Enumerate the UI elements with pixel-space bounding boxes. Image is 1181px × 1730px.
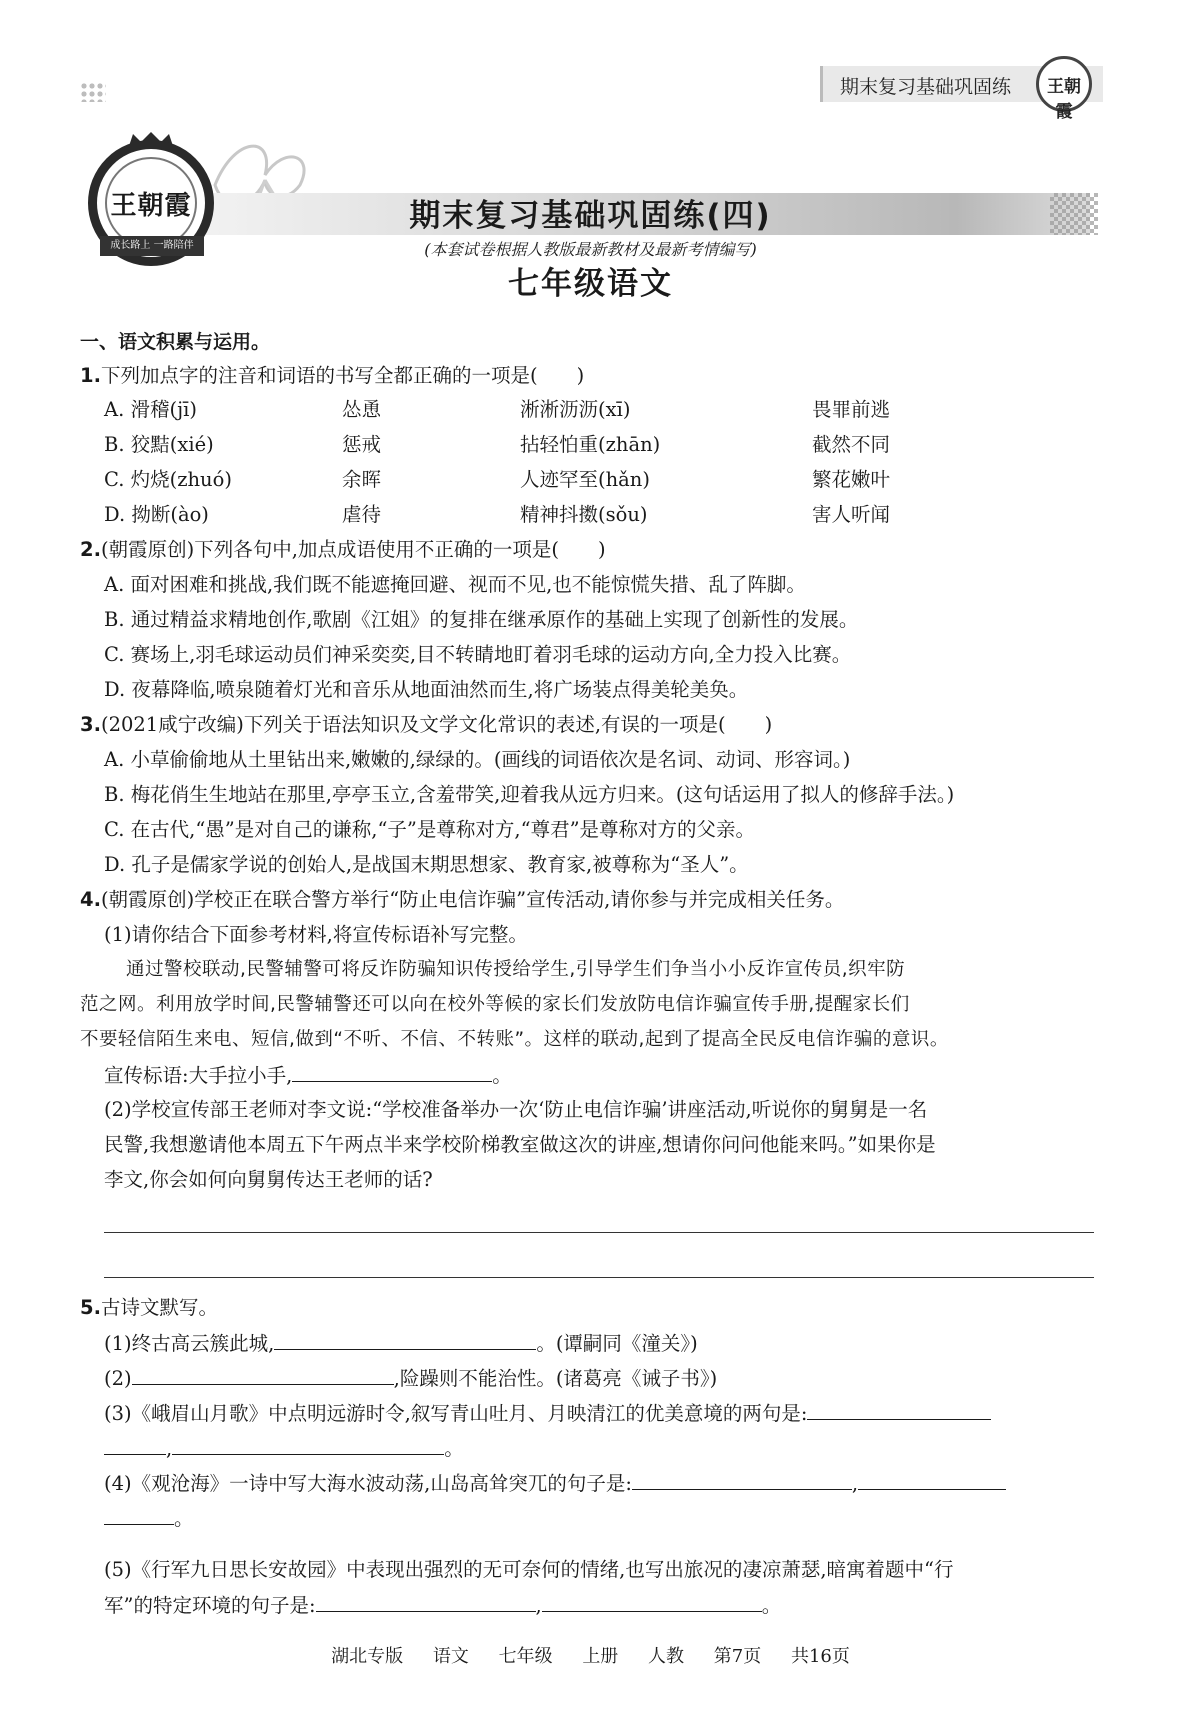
page-subtitle: (本套试卷根据人教版最新教材及最新考情编写) xyxy=(424,240,757,259)
q4-material-line-2: 范之网。利用放学时间,民警辅警还可以向在校外等候的家长们发放防电信诈骗宣传手册,提醒家长们 xyxy=(80,994,910,1015)
q4-part-2-line-2: 民警,我想邀请他本周五下午两点半来学校阶梯教室做这次的讲座,想请你问问他能来吗。”如果你是 xyxy=(104,1133,936,1156)
q1-option-c-word4: 繁花嫩叶 xyxy=(812,468,891,491)
q5-item-5: (5)《行军九日思长安故园》中表现出强烈的无可奈何的情绪,也写出旅况的凄凉萧瑟,暗寓着题中“行 xyxy=(104,1558,954,1581)
q1-option-d-word2: 虐待 xyxy=(342,503,382,526)
footer-volume: 上册 xyxy=(582,1646,619,1667)
q2-option-b: B. 通过精益求精地创作,歌剧《江姐》的复排在继承原作的基础上实现了创新性的发展。 xyxy=(104,608,859,631)
q1-option-b: B. 狡黠(xié) xyxy=(104,433,214,456)
question-number: 4. xyxy=(80,888,101,911)
q3-option-c: C. 在古代,“愚”是对自己的谦称,“子”是尊称对方,“尊君”是尊称对方的父亲。 xyxy=(104,818,756,841)
q2-option-d: D. 夜幕降临,喷泉随着灯光和音乐从地面油然而生,将广场装点得美轮美奂。 xyxy=(104,678,749,701)
q5-item-4-blank-c[interactable] xyxy=(104,1504,174,1525)
question-stem: (朝霞原创)下列各句中,加点成语使用不正确的一项是( ) xyxy=(100,538,606,561)
brand-logo-text: 王朝霞 xyxy=(110,191,192,221)
q5-item-3-text: (3)《峨眉山月歌》中点明远游时令,叙写青山吐月、月映清江的优美意境的两句是: xyxy=(104,1402,808,1425)
q5-item-3-cont xyxy=(104,1434,464,1463)
q1-option-b-word2: 惩戒 xyxy=(342,433,382,456)
q5-item-1 xyxy=(104,1329,698,1358)
q5-item-1-blank[interactable] xyxy=(274,1329,536,1350)
q1-option-c-word2: 余晖 xyxy=(342,468,382,491)
q3-option-a: A. 小草偷偷地从土里钻出来,嫩嫩的,绿绿的。(画线的词语依次是名词、动词、形容词。) xyxy=(104,748,851,771)
slogan-end: 。 xyxy=(492,1064,512,1087)
q1-option-c-word3: 人迹罕至(hǎn) xyxy=(520,468,650,491)
q5-item-1-text: (1)终古高云簇此城, xyxy=(104,1332,275,1355)
q1-option-b-word3: 拈轻怕重(zhān) xyxy=(520,433,661,456)
question-2 xyxy=(80,536,606,564)
q3-option-b: B. 梅花俏生生地站在那里,亭亭玉立,含羞带笑,迎着我从远方归来。(这句话运用了拟人的修辞手法。) xyxy=(104,783,955,806)
period: 。 xyxy=(761,1594,782,1617)
q5-item-4-text: (4)《观沧海》一诗中写大海水波动荡,山岛高耸突兀的句子是: xyxy=(104,1472,632,1495)
q5-item-1-source: 。(谭嗣同《潼关》) xyxy=(536,1332,698,1355)
question-stem: 古诗文默写。 xyxy=(100,1296,218,1319)
header-seal-logo xyxy=(1036,56,1092,122)
q5-item-5-text: 军”的特定环境的句子是: xyxy=(104,1594,316,1617)
q5-item-3 xyxy=(104,1399,991,1428)
q5-item-3-blank-c[interactable] xyxy=(172,1434,444,1455)
q1-option-d-word3: 精神抖擞(sǒu) xyxy=(520,503,648,526)
brand-logo-ribbon: 成长路上 一路陪伴 xyxy=(100,236,204,256)
footer-edition: 湖北专版 xyxy=(331,1646,404,1667)
q4-part-2-line-1: (2)学校宣传部王老师对李文说:“学校准备举办一次‘防止电信诈骗’讲座活动,听说你的舅舅是一名 xyxy=(104,1098,928,1121)
q5-item-4-blank-b[interactable] xyxy=(858,1469,1006,1490)
comma: , xyxy=(851,1472,859,1495)
q5-item-5-cont xyxy=(104,1591,781,1620)
comma: , xyxy=(535,1594,542,1617)
question-3 xyxy=(80,711,772,739)
decorative-dots xyxy=(80,82,106,102)
q1-option-a-word4: 畏罪前逃 xyxy=(812,398,891,421)
q5-item-2 xyxy=(104,1364,717,1393)
q1-option-a-word3: 淅淅沥沥(xī) xyxy=(520,398,631,421)
q1-option-d: D. 拗断(ào) xyxy=(104,503,209,526)
q4-part-2-line-3: 李文,你会如何向舅舅传达王老师的话? xyxy=(104,1168,433,1191)
footer-subject: 语文 xyxy=(432,1646,469,1667)
question-stem: (朝霞原创)学校正在联合警方举行“防止电信诈骗”宣传活动,请你参与并完成相关任务。 xyxy=(100,888,845,911)
question-stem: (2021咸宁改编)下列关于语法知识及文学文化常识的表述,有误的一项是( ) xyxy=(100,713,773,736)
footer-grade: 七年级 xyxy=(498,1646,553,1667)
q1-option-d-word4: 害人听闻 xyxy=(812,503,891,526)
footer-publisher: 人教 xyxy=(648,1646,685,1667)
q5-item-2-text: ,险躁则不能治性。(诸葛亮《诫子书》) xyxy=(393,1367,718,1390)
grade-title: 七年级语文 xyxy=(508,266,673,302)
q4-material-line-3: 不要轻信陌生来电、短信,做到“不听、不信、不转账”。这样的联动,起到了提高全民反电信诈骗的意识。 xyxy=(80,1029,949,1050)
q5-item-4 xyxy=(104,1469,1006,1498)
q5-item-5-blank-b[interactable] xyxy=(542,1591,762,1612)
question-5 xyxy=(80,1294,218,1322)
q5-item-2-num: (2) xyxy=(104,1367,132,1390)
q2-option-c: C. 赛场上,羽毛球运动员们神采奕奕,目不转睛地盯着羽毛球的运动方向,全力投入比赛。 xyxy=(104,643,852,666)
q2-option-a: A. 面对困难和挑战,我们既不能遮掩回避、视而不见,也不能惊慌失措、乱了阵脚。 xyxy=(104,573,806,596)
section-heading: 一、语文积累与运用。 xyxy=(80,331,271,353)
question-1 xyxy=(80,362,584,390)
question-number: 5. xyxy=(80,1296,101,1319)
slogan-blank[interactable] xyxy=(292,1061,492,1082)
slogan-prefix: 宣传标语:大手拉小手, xyxy=(104,1064,293,1087)
q4-part-1: (1)请你结合下面参考材料,将宣传标语补写完整。 xyxy=(104,923,528,946)
footer-page-number: 第7页 xyxy=(713,1646,762,1667)
comma: , xyxy=(166,1437,173,1460)
q1-option-a-word2: 怂恿 xyxy=(342,398,382,421)
header-series-label: 期末复习基础巩固练 xyxy=(840,76,1012,98)
question-number: 2. xyxy=(80,538,101,561)
question-4 xyxy=(80,886,844,914)
q3-option-d: D. 孔子是儒家学说的创始人,是战国末期思想家、教育家,被尊称为“圣人”。 xyxy=(104,853,749,876)
question-number: 1. xyxy=(80,364,101,387)
q5-item-4-blank-a[interactable] xyxy=(632,1469,852,1490)
q5-item-5-blank-a[interactable] xyxy=(316,1591,536,1612)
period: 。 xyxy=(444,1437,464,1460)
q1-option-b-word4: 截然不同 xyxy=(812,433,891,456)
q5-item-2-blank[interactable] xyxy=(132,1364,394,1385)
footer-total-pages: 共16页 xyxy=(790,1646,850,1667)
q4-slogan xyxy=(104,1061,512,1090)
answer-line-1[interactable] xyxy=(104,1232,1094,1233)
page-footer xyxy=(0,1642,1181,1668)
q1-option-a: A. 滑稽(jī) xyxy=(104,398,197,421)
question-number: 3. xyxy=(80,713,101,736)
page-title: 期末复习基础巩固练(四) xyxy=(409,198,772,234)
q4-material-line-1: 通过警校联动,民警辅警可将反诈防骗知识传授给学生,引导学生们争当小小反诈宣传员,织牢防 xyxy=(126,959,906,980)
question-stem: 下列加点字的注音和词语的书写全都正确的一项是( ) xyxy=(100,364,585,387)
answer-line-2[interactable] xyxy=(104,1277,1094,1278)
q5-item-4-cont xyxy=(104,1504,194,1533)
period: 。 xyxy=(174,1507,194,1530)
q5-item-3-blank-a[interactable] xyxy=(807,1399,991,1420)
header-seal-text: 王朝霞 xyxy=(1047,77,1081,122)
q1-option-c: C. 灼烧(zhuó) xyxy=(104,468,232,491)
q5-item-3-blank-b[interactable] xyxy=(104,1434,166,1455)
